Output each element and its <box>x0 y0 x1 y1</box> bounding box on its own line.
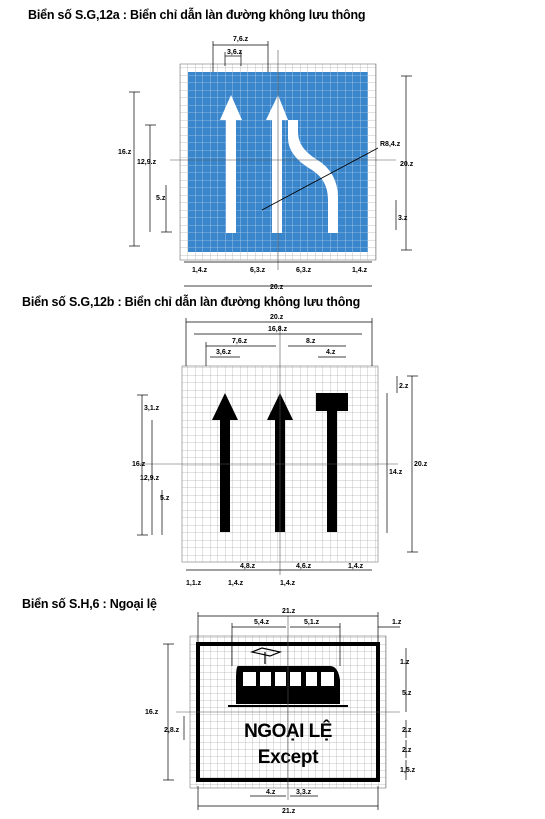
dim-c-right2: 5.z <box>402 690 412 697</box>
dim-c-top2: 5,4.z <box>254 619 270 626</box>
dim-c-top3: 5,1.z <box>304 619 320 626</box>
dim-b-left4: 5.z <box>160 495 170 502</box>
sign-a <box>118 36 414 291</box>
dim-b-right2: 14.z <box>389 469 403 476</box>
dim-b-bot3: 1,4.z <box>348 563 364 570</box>
dim-b-bot2: 4,6.z <box>296 563 312 570</box>
dim-c-left2: 2,8.z <box>164 727 180 734</box>
dim-c-right4: 2.z <box>402 747 412 754</box>
dim-b-bot6: 1,4.z <box>280 580 296 587</box>
dim-c-bot2: 3,3.z <box>296 789 312 796</box>
dim-c-top4: 1.z <box>392 619 402 626</box>
dim-b-top4: 3,6.z <box>216 349 232 356</box>
dim-a-top1: 7,6.z <box>233 36 249 43</box>
dim-c-left1: 16.z <box>145 709 159 716</box>
dim-a-right1: 20.z <box>400 161 414 168</box>
sign-a-title: Biển số S.G,12a : Biển chỉ dẫn làn đường không lưu thông <box>28 8 366 22</box>
dim-a-radius: R8,4.z <box>380 141 401 148</box>
dim-b-right1: 2.z <box>399 383 409 390</box>
dim-a-top2: 3,6.z <box>227 49 243 56</box>
dim-c-bot1: 4.z <box>266 789 276 796</box>
dim-a-right2: 3.z <box>398 215 408 222</box>
dim-c-right3: 2.z <box>402 727 412 734</box>
sign-c <box>145 608 416 815</box>
dim-a-left3: 5.z <box>156 195 166 202</box>
dim-b-bot5: 1,4.z <box>228 580 244 587</box>
sign-c-title: Biển số S.H,6 : Ngoại lệ <box>22 597 157 611</box>
sign-b <box>132 314 428 587</box>
dim-a-bot2: 6,3.z <box>250 267 266 274</box>
dim-b-top1: 20.z <box>270 314 284 321</box>
dim-b-left1: 3,1.z <box>144 405 160 412</box>
dim-b-top3: 7,6.z <box>232 338 248 345</box>
dim-a-left1: 16.z <box>118 149 132 156</box>
dim-b-bot1: 4,8.z <box>240 563 256 570</box>
sign-b-title: Biển số S.G,12b : Biển chỉ dẫn làn đường không lưu thông <box>22 295 361 309</box>
dim-a-bot3: 6,3.z <box>296 267 312 274</box>
dim-c-bot3: 21.z <box>282 808 296 815</box>
dim-a-left2: 12,9.z <box>137 159 157 166</box>
dim-a-bot5: 20.z <box>270 284 284 291</box>
dim-b-left2: 16.z <box>132 461 146 468</box>
dim-a-bot4: 1,4.z <box>352 267 368 274</box>
sign-c-text-en: Except <box>257 747 319 768</box>
dim-c-top1: 21.z <box>282 608 296 615</box>
dim-b-top6: 4.z <box>326 349 336 356</box>
dim-b-left3: 12,9.z <box>140 475 160 482</box>
dim-b-bot4: 1,1.z <box>186 580 202 587</box>
dim-b-right3: 20.z <box>414 461 428 468</box>
dim-b-top5: 8.z <box>306 338 316 345</box>
sign-c-text-vi: NGOẠI LỆ <box>244 721 332 742</box>
dim-a-bot1: 1,4.z <box>192 267 208 274</box>
dim-b-top2: 16,8.z <box>268 326 288 333</box>
dim-c-right5: 1,5.z <box>400 767 416 774</box>
dim-c-right1: 1.z <box>400 659 410 666</box>
